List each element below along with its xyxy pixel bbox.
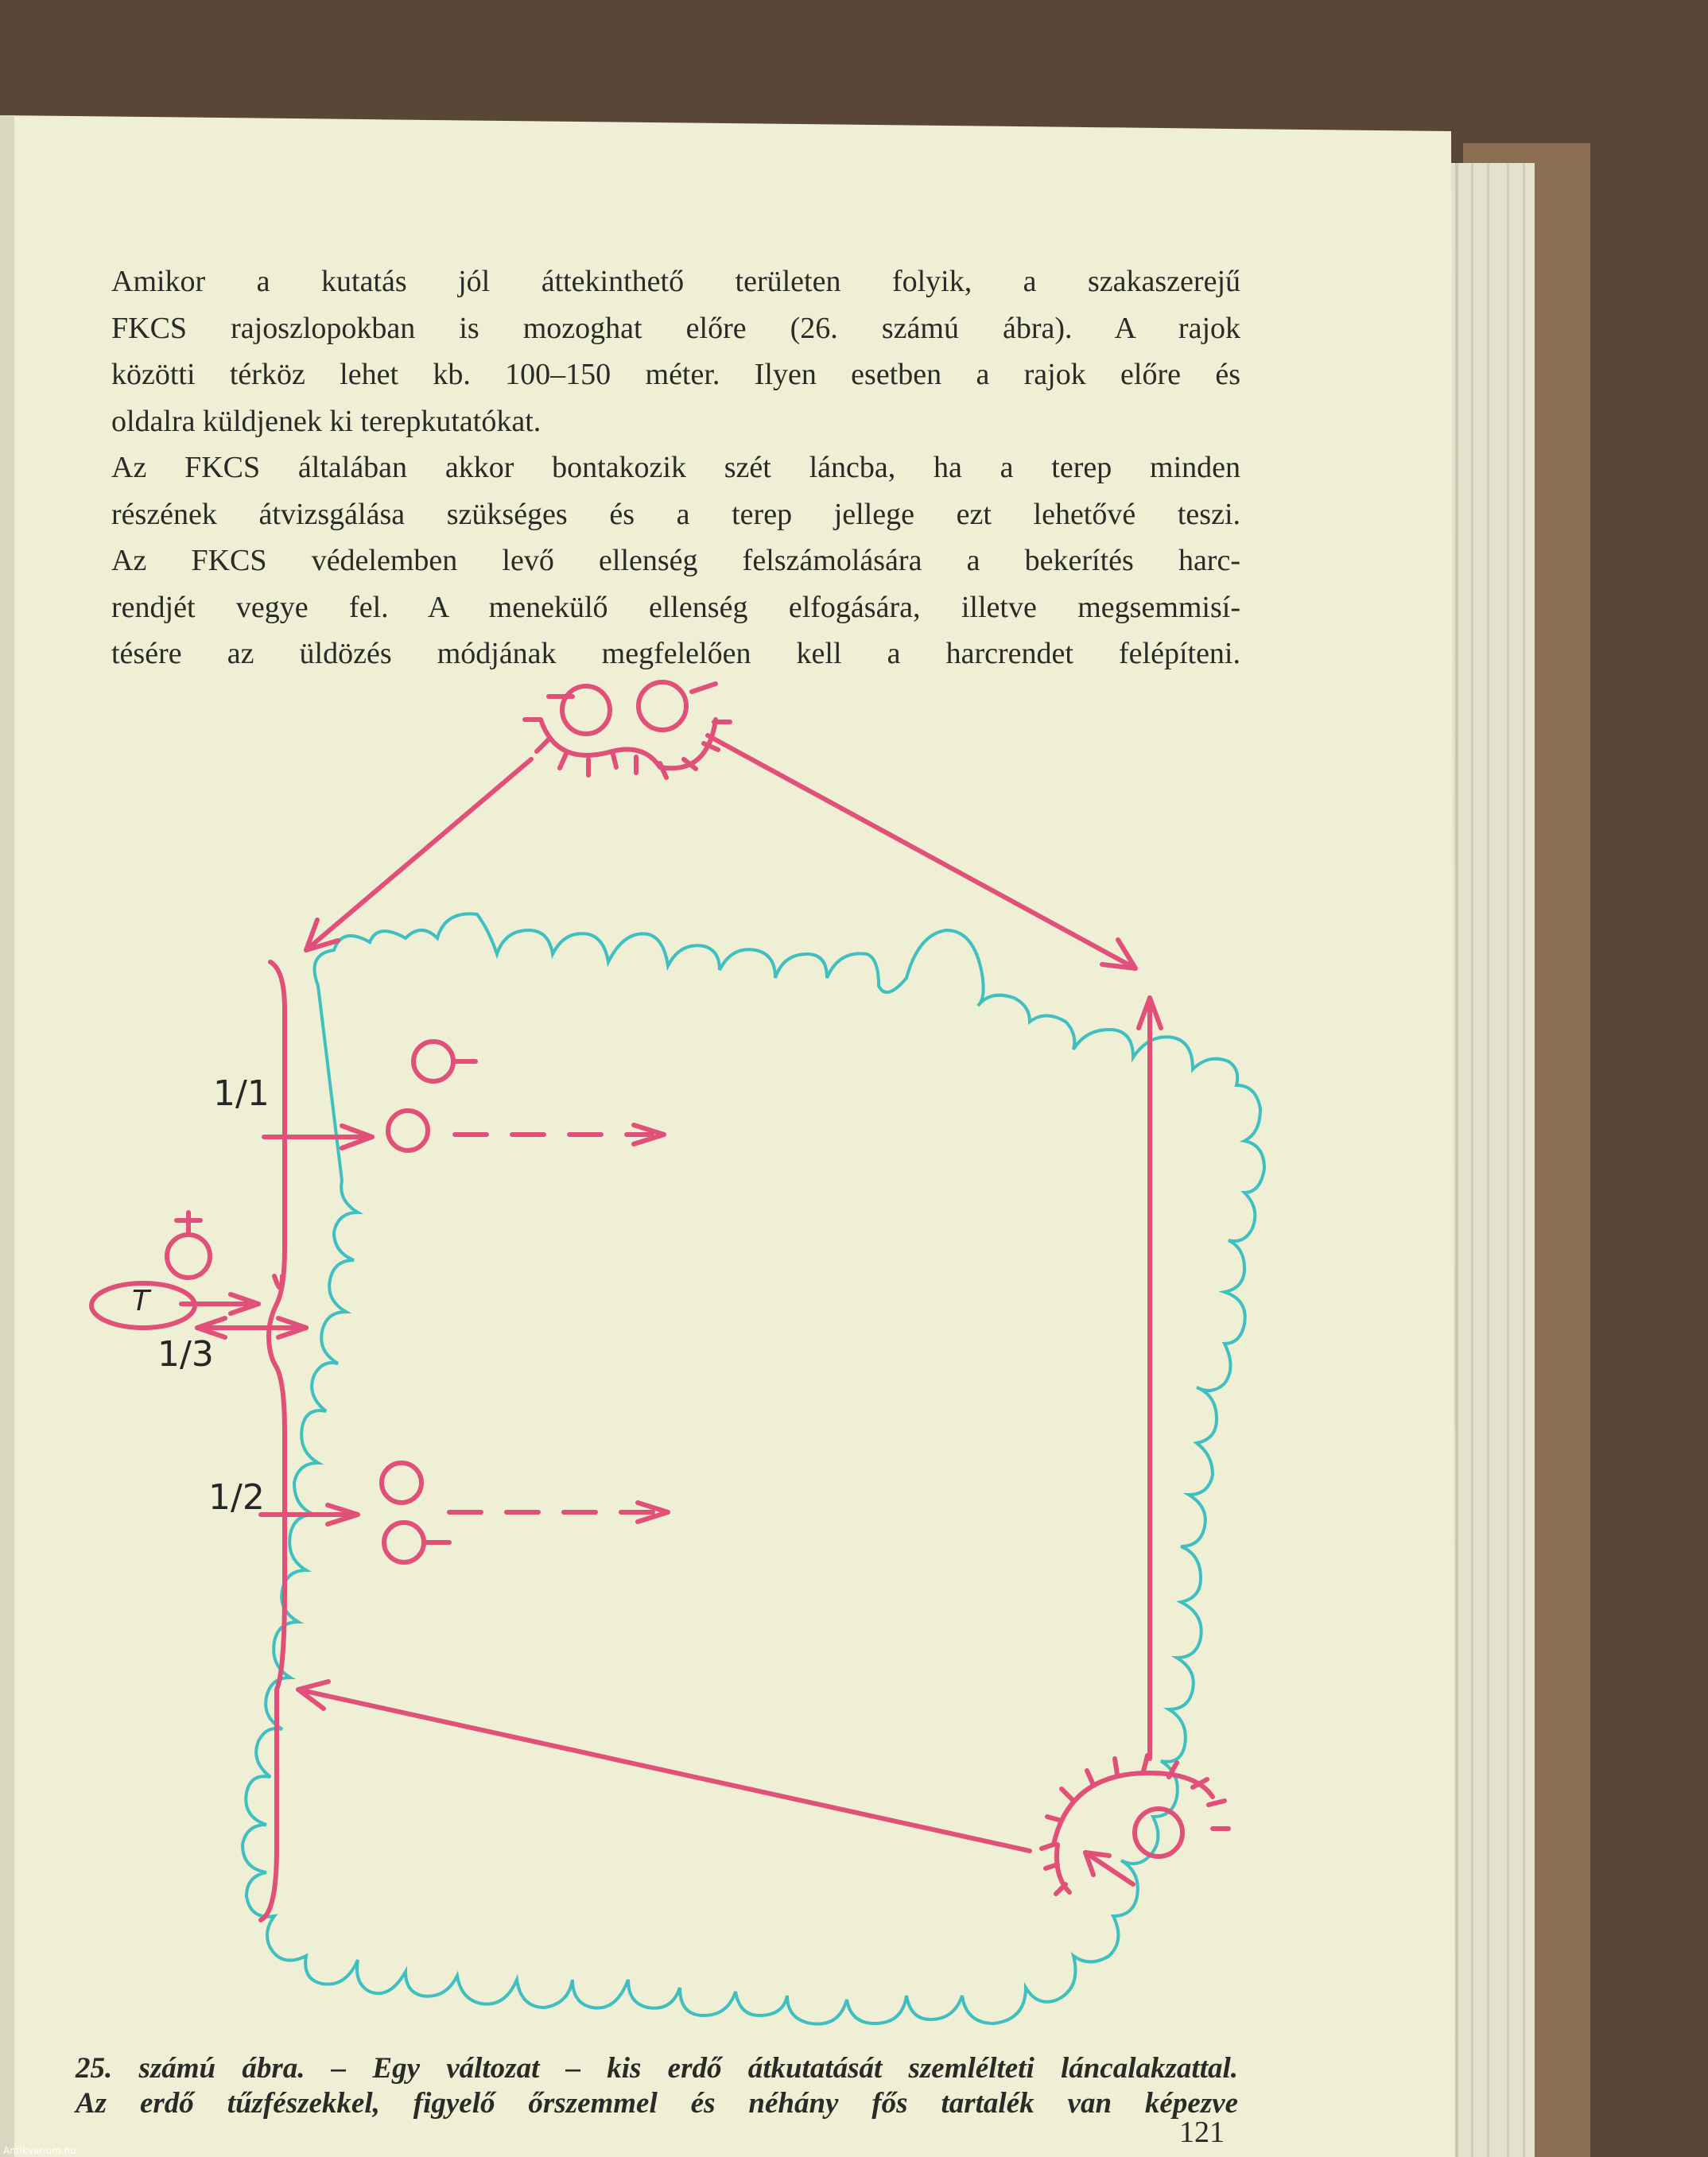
page-stack-edge (1447, 163, 1535, 2157)
paragraph-2-line-2: részének átvizsgálása szükséges és a terep jellege ezt lehetővé teszi. (111, 497, 1240, 531)
label-squad-1: 1/1 (213, 1073, 270, 1114)
paragraph-3-line-3: tésére az üldözés módjának megfelelően kell a harcrendet felépíteni. (111, 637, 1240, 670)
body-text (111, 258, 1240, 677)
label-squad-3: 1/3 (157, 1334, 214, 1375)
paragraph-3-line-1: Az FKCS védelemben levő ellenség felszámolására a bekerítés harc- (111, 544, 1240, 577)
paragraph-1-line-2: FKCS rajoszlopokban is mozoghat előre (26. számú ábra). A rajok (111, 311, 1240, 345)
paragraph-1-line-4: oldalra küldjenek ki terepkutatókat. (111, 404, 542, 438)
paragraph-3-line-2: rendjét vegye fel. A menekülő ellenség elfogására, illetve megsemmisí- (111, 590, 1240, 624)
paragraph-1-line-1: Amikor a kutatás jól áttekinthető területen folyik, a szakaszerejű (111, 265, 1240, 298)
watermark: Antikvarium.hu (3, 2145, 76, 2156)
label-reserve-marker: T (132, 1285, 149, 1317)
page-number: 121 (1179, 2116, 1225, 2149)
caption-line-1: 25. számú ábra. – Egy változat – kis erdő átkutatását szemlélteti láncalakzattal. (76, 2052, 1238, 2085)
caption-line-2: Az erdő tűzfészekkel, figyelő őrszemmel és néhány fős tartalék van képezve (76, 2087, 1238, 2120)
paragraph-1-line-3: közötti térköz lehet kb. 100–150 méter. Ilyen esetben a rajok előre és (111, 358, 1240, 391)
paragraph-2-line-1: Az FKCS általában akkor bontakozik szét láncba, ha a terep minden (111, 451, 1240, 484)
figure-caption (76, 2051, 1238, 2121)
label-squad-2: 1/2 (208, 1477, 265, 1518)
